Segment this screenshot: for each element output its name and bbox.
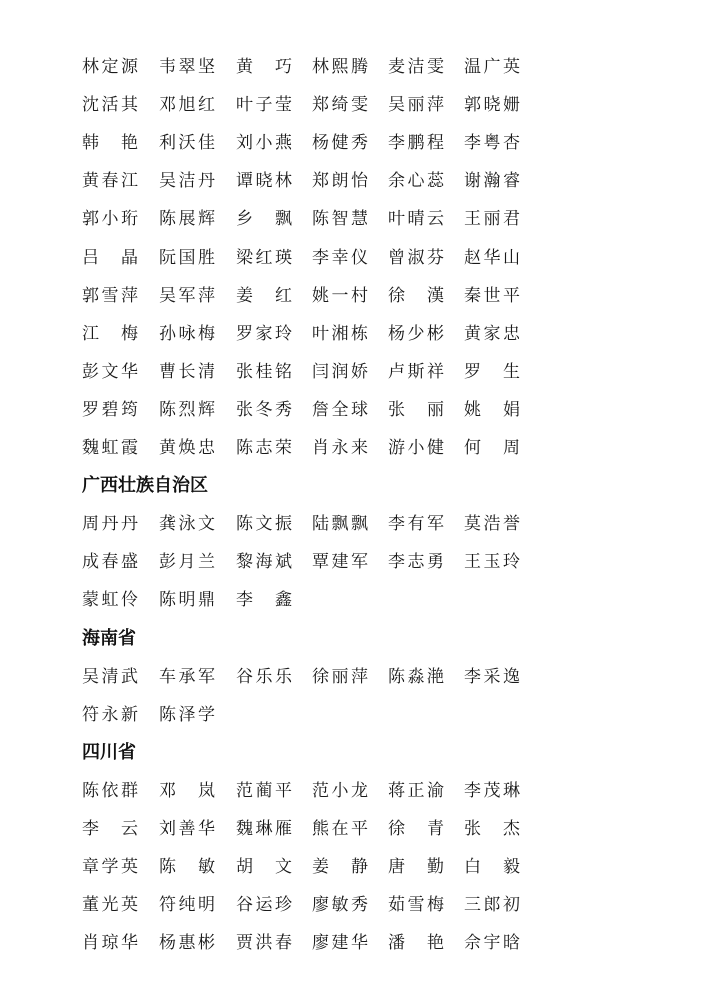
person-name: 赵 华 山	[464, 247, 520, 268]
person-name: 覃 建 军	[312, 552, 368, 573]
person-name: 陈 淼 滟	[388, 666, 444, 687]
person-name: 利 沃 佳	[159, 133, 215, 154]
person-name: 余 心 蕊	[388, 171, 444, 192]
person-name: 陈 依 群	[82, 780, 138, 801]
person-name: 杨 少 彬	[388, 323, 444, 344]
person-name: 陈 展 辉	[159, 209, 215, 230]
person-name: 范 小 龙	[312, 780, 368, 801]
person-name: 乡 飘	[236, 209, 292, 230]
person-name: 林 熙 腾	[312, 57, 368, 77]
person-name: 秦 世 平	[464, 285, 520, 306]
section-heading: 海南省	[82, 627, 136, 649]
person-name: 魏 琳 雁	[236, 819, 292, 839]
person-name: 何 周	[464, 438, 520, 458]
person-name: 符 永 新	[82, 704, 138, 725]
person-name: 郑 绮 雯	[312, 95, 368, 116]
person-name: 车 承 军	[159, 666, 215, 687]
person-name: 彭 月 兰	[159, 552, 215, 573]
person-name: 郭 小 珩	[82, 209, 138, 230]
person-name: 黄 春 江	[82, 171, 138, 192]
person-name: 李 鑫	[236, 590, 292, 611]
person-name: 黄 焕 忠	[159, 438, 215, 458]
name-row	[0, 357, 710, 387]
person-name: 廖 建 华	[312, 933, 368, 954]
person-name: 吴 清 武	[82, 666, 138, 687]
person-name: 郭 晓 姗	[464, 95, 520, 116]
name-row	[0, 52, 710, 82]
name-row	[0, 204, 710, 234]
person-name: 韦 翠 坚	[159, 57, 215, 77]
name-row	[0, 776, 710, 806]
person-name: 张 杰	[464, 819, 520, 839]
person-name: 李 志 勇	[388, 552, 444, 573]
person-name: 陆 飘 飘	[312, 514, 368, 535]
person-name: 姜 静	[312, 857, 368, 878]
person-name: 龚 泳 文	[159, 514, 215, 535]
person-name: 姚 一 村	[312, 285, 368, 306]
name-row	[0, 547, 710, 577]
person-name: 谷 乐 乐	[236, 666, 292, 687]
person-name: 王 玉 玲	[464, 552, 520, 573]
person-name: 吕 晶	[82, 247, 138, 268]
name-row	[0, 700, 710, 730]
person-name: 姜 红	[236, 285, 292, 306]
person-name: 章 学 英	[82, 857, 138, 878]
section-heading: 四川省	[82, 741, 136, 763]
person-name: 梁 红 瑛	[236, 247, 292, 268]
person-name: 李 粤 杏	[464, 133, 520, 154]
person-name: 李 茂 琳	[464, 780, 520, 801]
person-name: 李 鹏 程	[388, 133, 444, 154]
person-name: 卢 斯 祥	[388, 361, 444, 382]
person-name: 叶 子 莹	[236, 95, 292, 116]
name-row	[0, 814, 710, 844]
person-name: 张 冬 秀	[236, 399, 292, 420]
person-name: 曾 淑 芬	[388, 247, 444, 268]
name-row	[0, 852, 710, 882]
person-name: 沈 活 其	[82, 95, 138, 116]
name-row	[0, 585, 710, 615]
person-name: 白 毅	[464, 857, 520, 878]
section-heading: 广西壮族自治区	[82, 475, 208, 497]
person-name: 詹 全 球	[312, 399, 368, 420]
person-name: 徐 漢	[388, 285, 444, 306]
name-row	[0, 662, 710, 692]
person-name: 游 小 健	[388, 438, 444, 458]
person-name: 贾 洪 春	[236, 933, 292, 954]
person-name: 熊 在 平	[312, 819, 368, 839]
person-name: 杨 健 秀	[312, 133, 368, 154]
person-name: 陈 泽 学	[159, 704, 215, 725]
person-name: 刘 小 燕	[236, 133, 292, 154]
person-name: 曹 长 清	[159, 361, 215, 382]
person-name: 王 丽 君	[464, 209, 520, 230]
person-name: 陈 敏	[159, 857, 215, 878]
person-name: 姚 娟	[464, 399, 520, 420]
name-row	[0, 395, 710, 425]
person-name: 彭 文 华	[82, 361, 138, 382]
person-name: 符 纯 明	[159, 895, 215, 916]
person-name: 韩 艳	[82, 133, 138, 154]
person-name: 邓 旭 红	[159, 95, 215, 116]
person-name: 肖 琼 华	[82, 933, 138, 954]
person-name: 吴 军 萍	[159, 285, 215, 306]
person-name: 胡 文	[236, 857, 292, 878]
name-row	[0, 166, 710, 196]
person-name: 潘 艳	[388, 933, 444, 954]
person-name: 黎 海 斌	[236, 552, 292, 573]
person-name: 郭 雪 萍	[82, 285, 138, 306]
person-name: 陈 志 荣	[236, 438, 292, 458]
person-name: 佘 宇 晗	[464, 933, 520, 954]
person-name: 谷 运 珍	[236, 895, 292, 916]
person-name: 谢 瀚 睿	[464, 171, 520, 192]
person-name: 徐 丽 萍	[312, 666, 368, 687]
person-name: 闫 润 娇	[312, 361, 368, 382]
person-name: 周 丹 丹	[82, 514, 138, 535]
person-name: 董 光 英	[82, 895, 138, 916]
person-name: 郑 朗 怡	[312, 171, 368, 192]
person-name: 唐 勤	[388, 857, 444, 878]
person-name: 罗 生	[464, 361, 520, 382]
person-name: 李 有 军	[388, 514, 444, 535]
name-row	[0, 128, 710, 158]
person-name: 肖 永 来	[312, 438, 368, 458]
name-row	[0, 890, 710, 920]
person-name: 吴 丽 萍	[388, 95, 444, 116]
name-row	[0, 281, 710, 311]
person-name: 陈 烈 辉	[159, 399, 215, 420]
person-name: 蒙 虹 伶	[82, 590, 138, 611]
person-name: 陈 智 慧	[312, 209, 368, 230]
name-row	[0, 90, 710, 120]
person-name: 张 丽	[388, 399, 444, 420]
person-name: 江 梅	[82, 323, 138, 344]
name-row	[0, 319, 710, 349]
person-name: 叶 湘 栋	[312, 323, 368, 344]
person-name: 黄 巧	[236, 57, 292, 77]
person-name: 阮 国 胜	[159, 247, 215, 268]
person-name: 陈 文 振	[236, 514, 292, 535]
person-name: 李 幸 仪	[312, 247, 368, 268]
person-name: 孙 咏 梅	[159, 323, 215, 344]
person-name: 林 定 源	[82, 57, 138, 77]
person-name: 成 春 盛	[82, 552, 138, 573]
person-name: 叶 晴 云	[388, 209, 444, 230]
person-name: 刘 善 华	[159, 819, 215, 839]
person-name: 三 郎 初	[464, 895, 520, 916]
person-name: 张 桂 铭	[236, 361, 292, 382]
name-row	[0, 433, 710, 463]
person-name: 麦 洁 雯	[388, 57, 444, 77]
person-name: 莫 浩 誉	[464, 514, 520, 535]
person-name: 陈 明 鼎	[159, 590, 215, 611]
person-name: 谭 晓 林	[236, 171, 292, 192]
person-name: 吴 洁 丹	[159, 171, 215, 192]
person-name: 李 采 逸	[464, 666, 520, 687]
person-name: 杨 惠 彬	[159, 933, 215, 954]
person-name: 温 广 英	[464, 57, 520, 77]
person-name: 罗 家 玲	[236, 323, 292, 344]
person-name: 邓 岚	[159, 780, 215, 801]
name-row	[0, 928, 710, 958]
person-name: 罗 碧 筠	[82, 399, 138, 420]
person-name: 范 蔺 平	[236, 780, 292, 801]
person-name: 徐 青	[388, 819, 444, 839]
name-row	[0, 243, 710, 273]
person-name: 蒋 正 渝	[388, 780, 444, 801]
person-name: 李 云	[82, 819, 138, 839]
name-row	[0, 509, 710, 539]
person-name: 廖 敏 秀	[312, 895, 368, 916]
person-name: 黄 家 忠	[464, 323, 520, 344]
person-name: 茹 雪 梅	[388, 895, 444, 916]
person-name: 魏 虹 霞	[82, 438, 138, 458]
